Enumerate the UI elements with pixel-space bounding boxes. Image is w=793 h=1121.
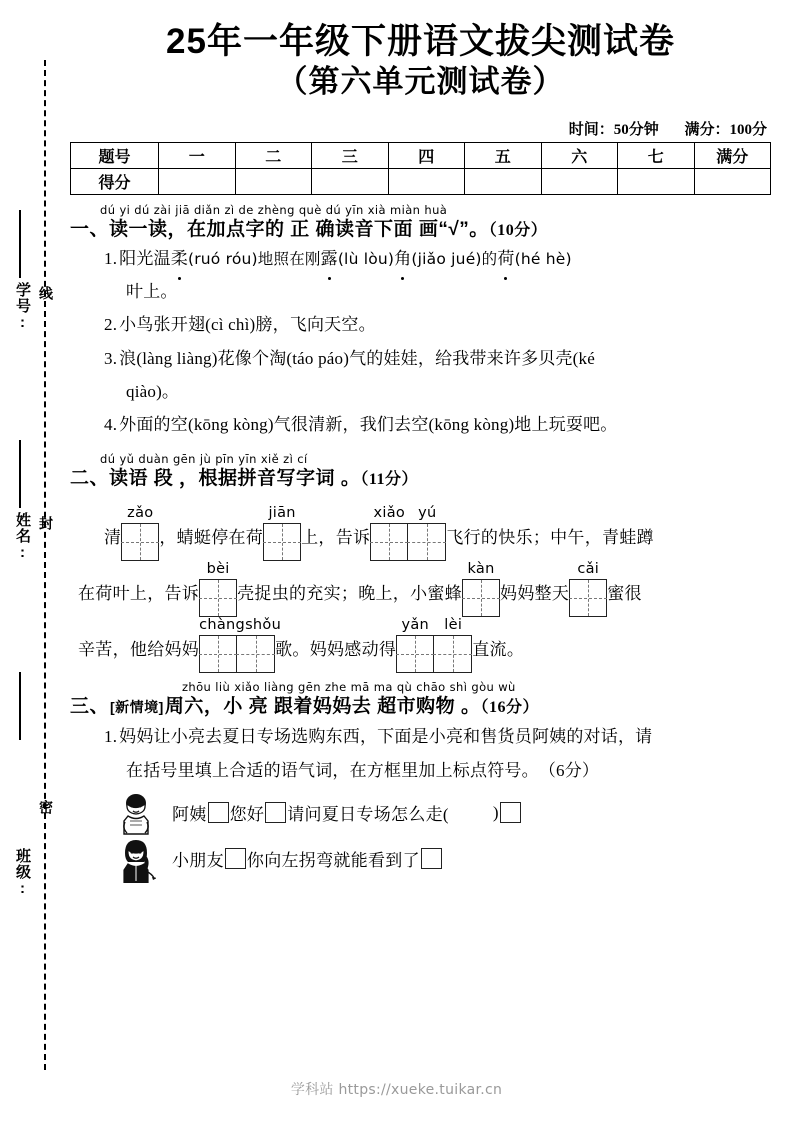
dialogue-boy-text-a: 阿姨 [172, 805, 207, 825]
question-1-2[interactable] [104, 308, 771, 341]
section-one-title-text: 一、读一读，在加点字的 正 确读音下面 画“√”。 [70, 218, 489, 240]
new-scenario-tag: [新情境] [110, 698, 164, 715]
question-1-1-number: 1. [104, 249, 118, 269]
score-cell-4[interactable] [388, 168, 465, 194]
site-watermark: 学科站 https://xueke.tuikar.cn [290, 1082, 503, 1098]
score-table [70, 142, 771, 195]
question-1-2-number: 2. [104, 315, 118, 335]
writing-row-1-text-c: 飞行的快乐；中午，青蛙蹲 [446, 528, 654, 548]
pinyin-hint-jian: jiān [268, 505, 296, 522]
tianzige-cell[interactable] [199, 579, 237, 617]
q1-1-dotted-char-1: 柔 [171, 242, 188, 275]
pinyin-hint-bei: bèi [206, 561, 230, 578]
class-label: 班级: [14, 848, 31, 898]
score-col-total: 满分 [694, 142, 771, 168]
pinyin-hint-cai: cǎi [577, 561, 600, 578]
writing-row-3-text-b: 直流。 [472, 640, 525, 660]
score-col-3: 三 [312, 142, 389, 168]
time-limit-label: 时间：50分钟 [568, 121, 659, 138]
seal-char-line: 线 [38, 286, 54, 301]
section-three-prefix: 三、 [70, 695, 110, 717]
dialogue-line-boy [116, 790, 771, 836]
student-number-label: 学号: [14, 282, 31, 332]
seal-char-feng: 封 [38, 516, 54, 531]
dialogue-line-woman [116, 836, 771, 882]
woman-avatar-icon [116, 837, 156, 881]
tianzige-cell[interactable] [237, 635, 275, 673]
q1-1-dotted-char-2: 露 [321, 242, 338, 275]
writing-row-3 [78, 617, 771, 673]
writing-row-2-text-a: 壳捉虫的充实；晚上，小蜜蜂 [237, 584, 463, 604]
section-one [70, 204, 771, 441]
row-label-question-no: 题号 [71, 142, 159, 168]
q1-1-seg-e[interactable]: (hé hè) [514, 250, 572, 269]
tianzige-cell[interactable] [462, 579, 500, 617]
score-col-7: 七 [618, 142, 695, 168]
boy-avatar-icon [116, 791, 156, 835]
dialogue-woman-text-a: 小朋友 [172, 851, 224, 871]
score-cell-5[interactable] [465, 168, 542, 194]
score-cell-total[interactable] [694, 168, 771, 194]
tianzige-cell[interactable] [121, 523, 159, 561]
section-one-points: （10分） [488, 221, 548, 239]
question-1-3[interactable] [104, 342, 771, 408]
pinyin-hint-yan: yǎn [401, 617, 429, 634]
punctuation-box[interactable] [500, 802, 521, 823]
full-marks-label: 满分：100分 [684, 121, 767, 138]
dialogue-boy-text-c: 请问夏日专场怎么走( [287, 805, 449, 825]
q1-1-line2: 叶上。 [126, 282, 178, 302]
section-one-title [70, 217, 771, 243]
pinyin-hint-kan: kàn [467, 561, 495, 578]
writing-row-2-text-c: 蜜很 [607, 584, 642, 604]
question-3-1-line2: 在括号里填上合适的语气词，在方框里加上标点符号。 [126, 760, 539, 780]
section-three [70, 681, 771, 881]
score-col-1: 一 [159, 142, 236, 168]
dialogue-boy-text-b: 您好 [229, 805, 265, 825]
question-1-2-text[interactable]: 小鸟张开翅(cì chì)膀，飞向天空。 [119, 315, 376, 335]
question-1-4-number: 4. [104, 414, 118, 434]
write-box-group-cai[interactable] [569, 561, 607, 617]
margin-rule-bottom [19, 672, 21, 740]
score-col-5: 五 [465, 142, 542, 168]
tianzige-cell[interactable] [396, 635, 434, 673]
q1-1-seg-d[interactable]: (jiǎo jué)的 [411, 250, 498, 269]
question-3-1-points: （6分） [538, 760, 600, 780]
tianzige-cell[interactable] [569, 579, 607, 617]
score-cell-6[interactable] [541, 168, 618, 194]
writing-row-1-text-a: ，蜻蜓停在荷 [159, 528, 264, 548]
page-subtitle: （第六单元测试卷） [276, 64, 565, 100]
tianzige-cell[interactable] [434, 635, 472, 673]
section-three-title [70, 694, 771, 720]
punctuation-box[interactable] [208, 802, 229, 823]
row-label-score: 得分 [71, 168, 159, 194]
seal-dashed-line [44, 60, 46, 1070]
write-box-group-bei[interactable] [199, 561, 237, 617]
exam-sheet [62, 0, 793, 1121]
write-box-group-changshou[interactable] [199, 617, 282, 673]
page-title: 25年一年级下册语文拔尖测试卷 [166, 22, 675, 61]
q1-1-dotted-char-3: 角 [394, 242, 411, 275]
seal-margin [0, 0, 62, 1121]
punctuation-box[interactable] [225, 848, 246, 869]
pinyin-hint-xiaoyu [370, 506, 446, 523]
pinyin-hint-changshou [199, 617, 282, 635]
margin-rule-mid [19, 440, 21, 508]
write-box-group-jian[interactable] [263, 505, 301, 561]
punctuation-box[interactable] [265, 802, 286, 823]
section-three-points: （16分） [480, 698, 539, 716]
score-col-6: 六 [541, 142, 618, 168]
write-box-group-yanlei[interactable] [396, 617, 472, 673]
writing-row-1 [104, 505, 771, 561]
question-1-3-line2: qiào)。 [126, 381, 180, 401]
writing-row-2-lead: 在荷叶上，告诉 [78, 584, 200, 604]
pinyin-hint-yanlei [396, 618, 472, 635]
pinyin-hint-chang: chàng [199, 617, 246, 634]
question-1-3-line1[interactable]: 浪(làng liàng)花像个淘(táo páo)气的娃娃，给我带来许多贝壳(ké [119, 348, 595, 368]
question-1-4[interactable] [104, 408, 771, 441]
student-name-label: 姓名: [14, 512, 31, 562]
score-cell-7[interactable] [618, 168, 695, 194]
section-two-title-text: 二、读语 段 ，根据拼音写字词 。 [70, 467, 361, 489]
dialogue-woman-text-b: 你向左拐弯就能看到了 [246, 851, 420, 871]
pinyin-hint-xiao: xiǎo [373, 505, 406, 522]
tianzige-cell[interactable] [199, 635, 237, 673]
margin-rule-top [19, 210, 21, 278]
question-3-1-number: 1. [104, 726, 118, 746]
table-row-scores [71, 168, 771, 194]
writing-row-2 [78, 561, 771, 617]
tianzige-cell[interactable] [408, 523, 446, 561]
section-one-pinyin: dú yi dú zài jiā diǎn zì de zhèng què dú yīn xià miàn huà [100, 202, 448, 217]
score-cell-3[interactable] [312, 168, 389, 194]
section-two [70, 453, 771, 673]
seal-char-mi: 密 [38, 800, 54, 815]
writing-row-1-text-b: 上，告诉 [301, 528, 371, 548]
score-col-4: 四 [388, 142, 465, 168]
q1-1-dotted-char-4: 荷 [497, 242, 514, 275]
tianzige-cell[interactable] [263, 523, 301, 561]
question-1-3-number: 3. [104, 348, 118, 368]
table-row-question-numbers [71, 142, 771, 168]
section-three-title-text: 周六，小 亮 跟着妈妈去 超市购物 。 [164, 695, 481, 717]
punctuation-box[interactable] [421, 848, 442, 869]
score-cell-2[interactable] [235, 168, 312, 194]
q1-1-seg-a: 阳光温 [119, 249, 171, 269]
writing-row-3-text-a: 歌。妈妈感动得 [275, 640, 397, 660]
writing-row-2-text-b: 妈妈整天 [500, 584, 570, 604]
question-3-1 [104, 720, 771, 788]
pinyin-hint-lei: lèi [444, 617, 463, 634]
dialogue-boy-close-paren: ) [492, 802, 499, 822]
question-1-4-text[interactable]: 外面的空(kōng kòng)气很清新，我们去空(kōng kòng)地上玩耍吧。 [119, 414, 618, 434]
question-1-1 [104, 242, 771, 308]
q1-1-seg-c[interactable]: (lù lòu) [337, 250, 395, 269]
question-3-1-line1: 妈妈让小亮去夏日专场选购东西，下面是小亮和售货员阿姨的对话，请 [119, 726, 653, 746]
section-two-pinyin: dú yǔ duàn gēn jù pīn yīn xiě zì cí [100, 452, 308, 467]
write-box-group-zao[interactable] [121, 505, 159, 561]
pinyin-hint-yu: yú [418, 505, 437, 522]
writing-row-1-lead: 清 [104, 528, 122, 548]
pinyin-hint-shou: shǒu [245, 617, 282, 634]
pinyin-hint-zao: zǎo [127, 505, 154, 522]
score-col-2: 二 [235, 142, 312, 168]
writing-row-3-lead: 辛苦，他给妈妈 [78, 640, 200, 660]
write-box-group-xiaoyu[interactable] [370, 505, 446, 561]
write-box-group-kan[interactable] [462, 561, 500, 617]
section-three-pinyin: zhōu liù xiǎo liàng gēn zhe mā ma qù chāo shì gòu wù [182, 680, 516, 695]
exam-meta [70, 118, 767, 139]
section-two-points: （11分） [360, 470, 418, 488]
tianzige-cell[interactable] [370, 523, 408, 561]
score-cell-1[interactable] [159, 168, 236, 194]
section-two-title [70, 466, 771, 492]
q1-1-seg-b[interactable]: (ruó róu)地照在刚 [187, 250, 321, 269]
